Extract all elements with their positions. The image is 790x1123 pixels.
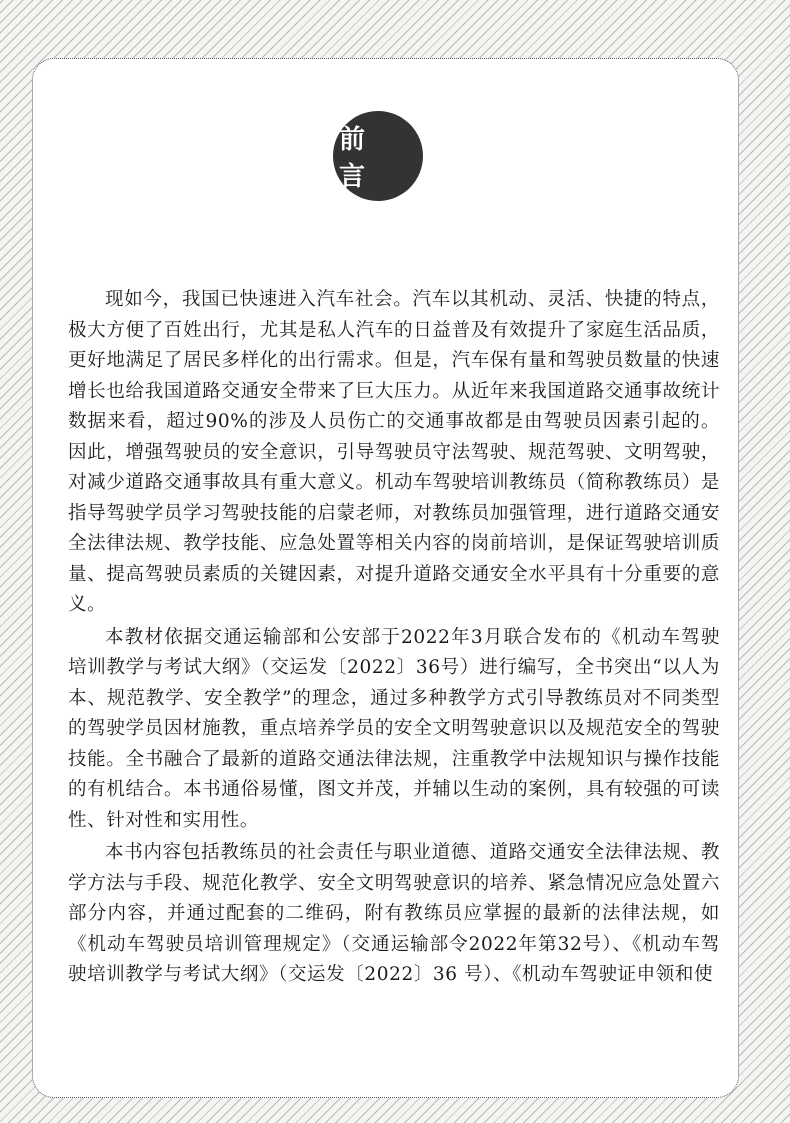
body-text: [68, 285, 720, 993]
paragraph-intro: 现如今，我国已快速进入汽车社会。汽车以其机动、灵活、快捷的特点，极大方便了百姓出行，尤其是私人汽车的日益普及有效提升了家庭生活品质，更好地满足了居民多样化的出行需求。但是，汽车保有量和驾驶员数量的快速增长也给我国道路交通安全带来了巨大压力。从近年来我国道路交通事故统计数据来看，超过90%的涉及人员伤亡的交通事故都是由驾驶员因素引起的。因此，增强驾驶员的安全意识，引导驾驶员守法驾驶、规范驾驶、文明驾驶，对减少道路交通事故具有重大意义。机动车驾驶培训教练员（简称教练员）是指导驾驶学员学习驾驶技能的启蒙老师，对教练员加强管理，进行道路交通安全法律法规、教学技能、应急处置等相关内容的岗前培训，是保证驾驶培训质量、提高驾驶员素质的关键因素，对提升道路交通安全水平具有十分重要的意义。: [68, 289, 720, 615]
title-badge: [333, 111, 423, 201]
page-title: 前 言: [339, 125, 374, 192]
paragraph-contents: 本书内容包括教练员的社会责任与职业道德、道路交通安全法律法规、教学方法与手段、规范化教学、安全文明驾驶意识的培养、紧急情况应急处置六部分内容，并通过配套的二维码，附有教练员应掌握的最新的法律法规，如《机动车驾驶员培训管理规定》（交通运输部令2022年第32号）、《机动车驾驶培训教学与考试大纲》（交运发〔2022〕36 号）、《机动车驾驶证申领和使: [68, 842, 720, 985]
paragraph-basis: 本教材依据交通运输部和公安部于2022年3月联合发布的《机动车驾驶培训教学与考试大纲》（交运发〔2022〕36号）进行编写，全书突出“以人为本、规范教学、安全教学”的理念，通过多种教学方式引导教练员对不同类型的驾驶学员因材施教，重点培养学员的安全文明驾驶意识以及规范安全的驾驶技能。全书融合了最新的道路交通法律法规，注重教学中法规知识与操作技能的有机结合。本书通俗易懂，图文并茂，并辅以生动的案例，具有较强的可读性、针对性和实用性。: [68, 626, 720, 831]
